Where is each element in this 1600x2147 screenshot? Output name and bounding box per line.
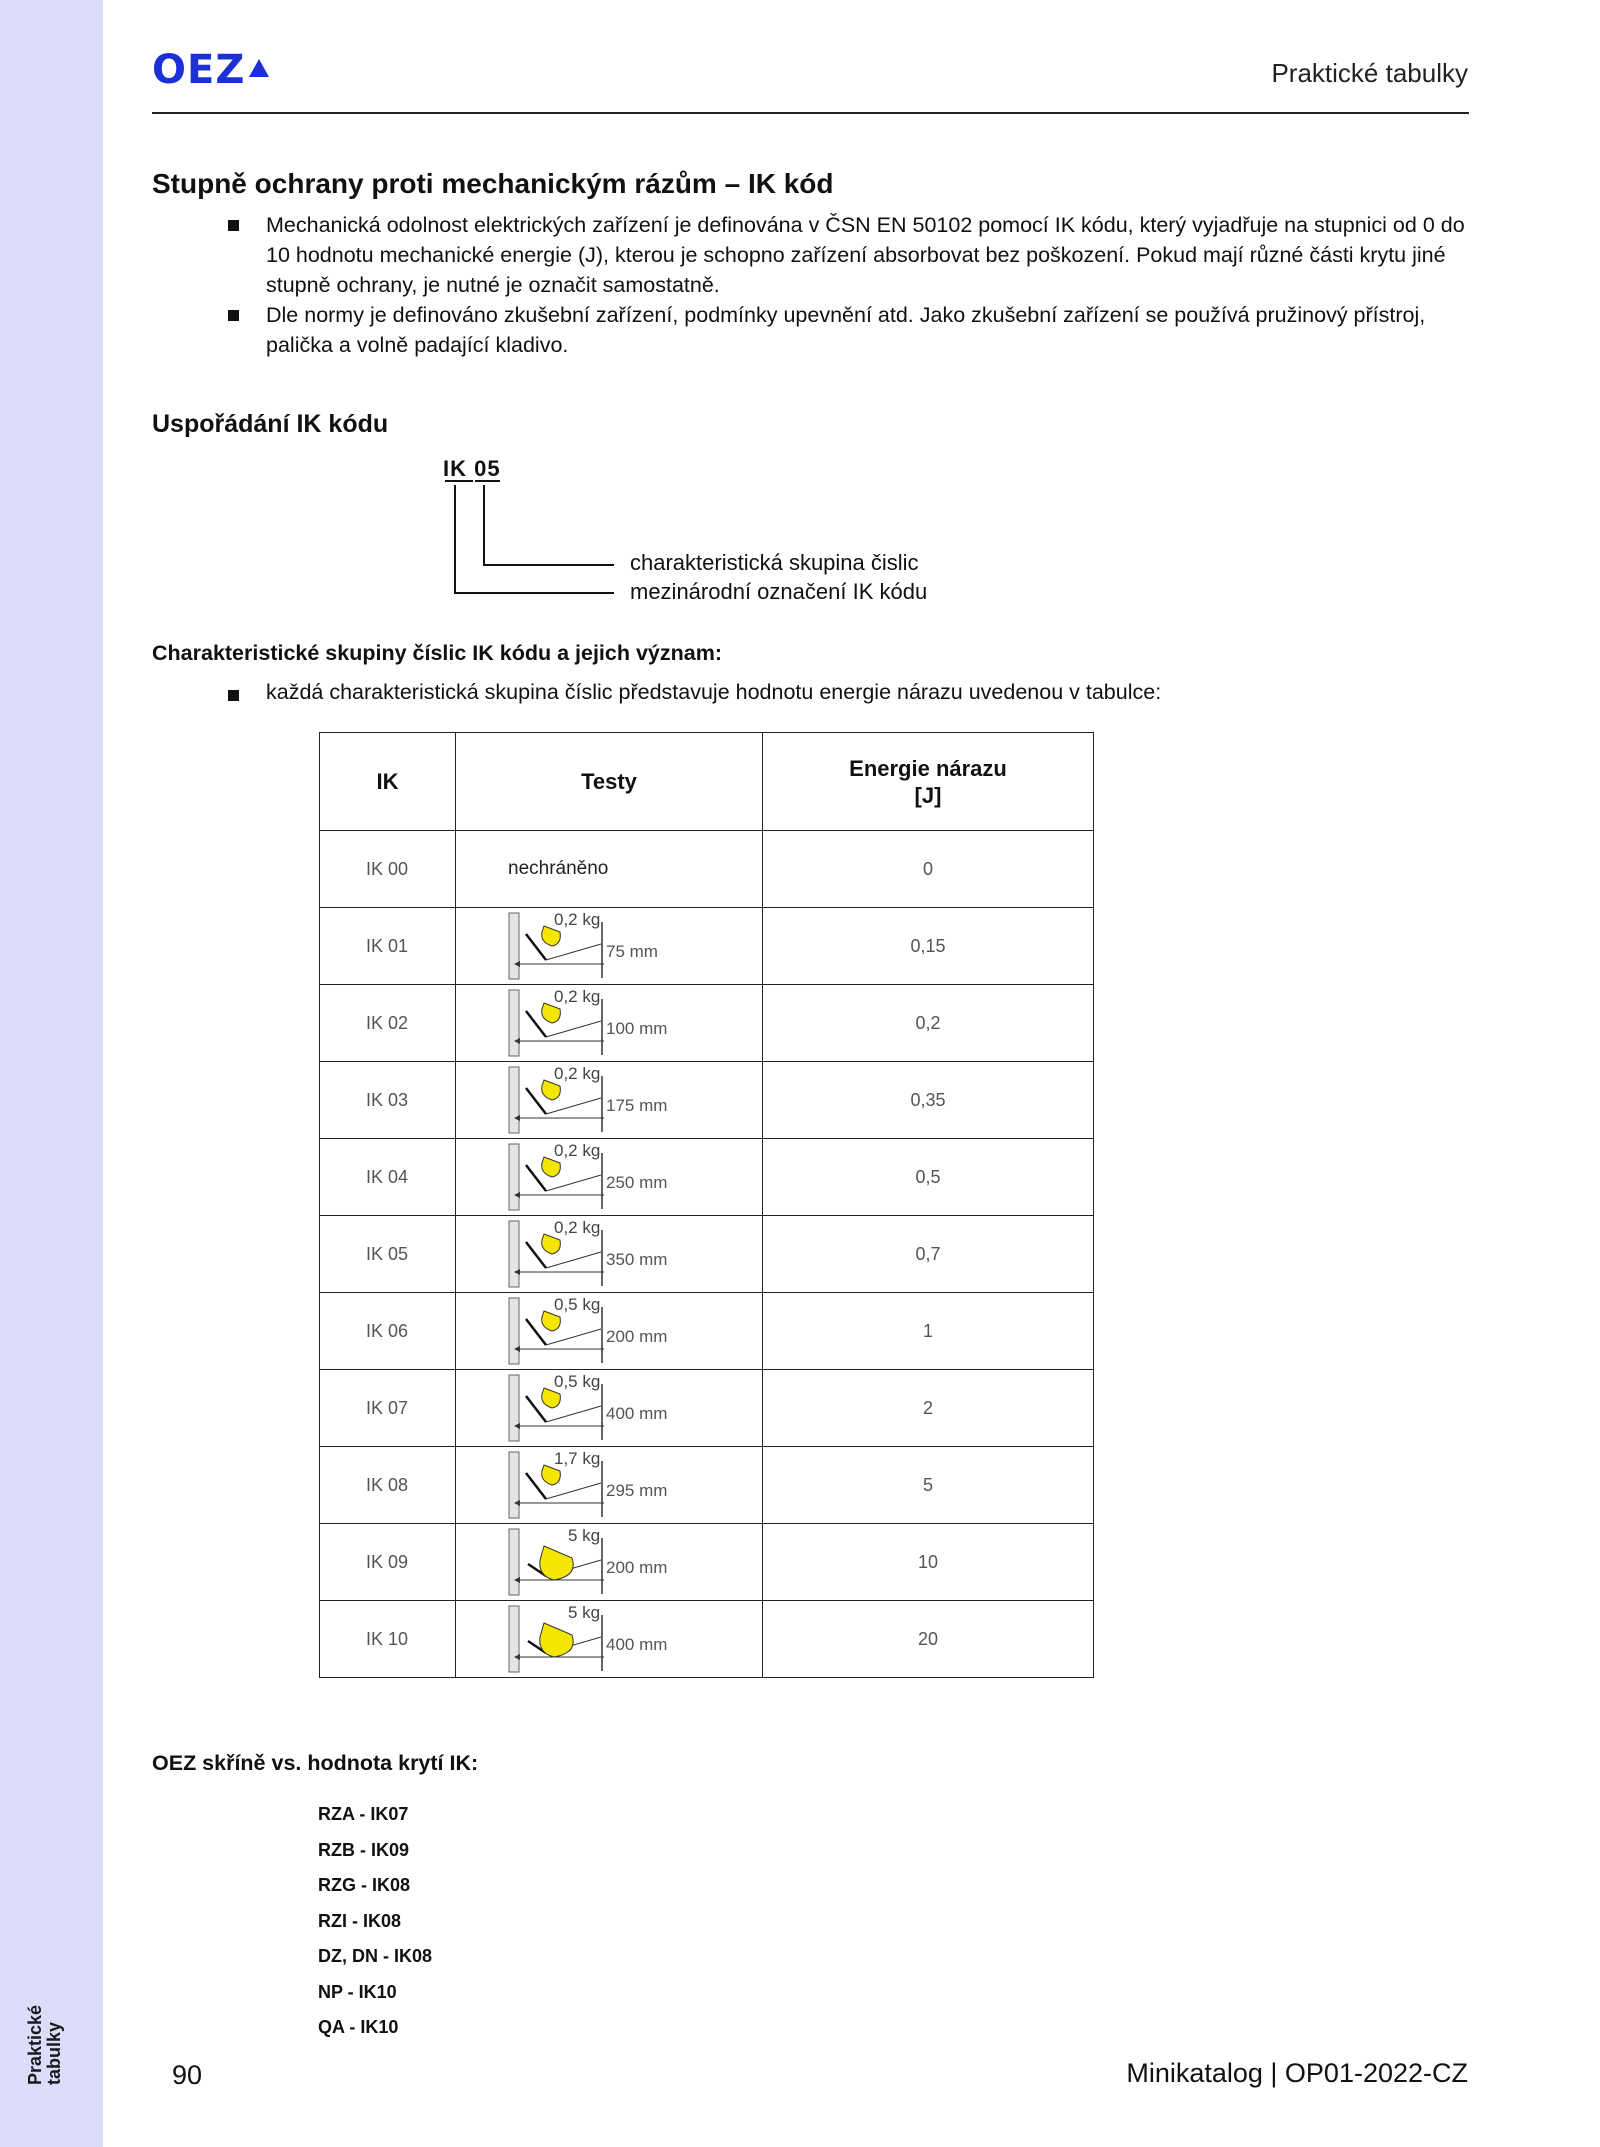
- hammer-head-icon: [542, 1003, 561, 1023]
- ik-table-header-row: [320, 733, 1094, 831]
- test-cell: [456, 1139, 763, 1216]
- impact-test-diagram-icon: [456, 1524, 761, 1600]
- test-cell: [456, 1524, 763, 1601]
- impact-test-diagram-icon: [456, 985, 761, 1061]
- ik-mark-description: mezinárodní označení IK kódu: [630, 579, 928, 604]
- hammer-mass-label: 5 kg: [568, 1526, 601, 1545]
- test-wall-icon: [509, 1298, 519, 1364]
- impact-energy-cell: 0,35: [763, 1062, 1094, 1139]
- oez-logo: [152, 48, 270, 92]
- intro-bullet-text: Mechanická odolnost elektrických zařízení je definována v ČSN EN 50102 pomocí IK kódu, který vyjadřuje na stupnici od 0 do 10 hodnotu mechanické energie (J), kterou je schopno zařízení absorbovat bez poškození. Pokud mají různé části krytu jiné stupně ochrany, je nutné je označit samostatně.: [266, 213, 1465, 297]
- impact-energy-cell: 10: [763, 1524, 1094, 1601]
- header-title: Praktické tabulky: [1271, 58, 1468, 88]
- ik-group-description: charakteristická skupina čislic: [630, 550, 919, 575]
- ik-code-cell: IK 07: [320, 1370, 456, 1447]
- header-rule: [152, 112, 1469, 114]
- hammer-head-icon: [542, 1388, 561, 1408]
- ik-code-cell: IK 10: [320, 1601, 456, 1678]
- ik-table: [319, 732, 1094, 1678]
- impact-test-diagram-icon: [456, 1293, 761, 1369]
- impact-energy-cell: 0,15: [763, 908, 1094, 985]
- hammer-head-icon: [540, 1623, 573, 1657]
- groups-bullet: [228, 680, 1161, 705]
- test-wall-icon: [509, 1144, 519, 1210]
- hammer-mass-label: 0,2 kg: [554, 1141, 601, 1160]
- drop-height-label: 100 mm: [606, 1019, 668, 1038]
- drop-height-label: 295 mm: [606, 1481, 668, 1500]
- impact-test-diagram-icon: [456, 1062, 761, 1138]
- section-title: Stupně ochrany proti mechanickým rázům – IK kód: [152, 168, 834, 199]
- impact-test-diagram-icon: [456, 1447, 761, 1523]
- test-wall-icon: [509, 1067, 519, 1133]
- side-band: [0, 0, 103, 2147]
- impact-energy-cell: 0: [763, 831, 1094, 908]
- test-cell: [456, 908, 763, 985]
- impact-energy-cell: 2: [763, 1370, 1094, 1447]
- impact-energy-cell: 20: [763, 1601, 1094, 1678]
- test-wall-icon: [509, 1529, 519, 1595]
- ik-code-cell: IK 01: [320, 908, 456, 985]
- test-cell: [456, 1216, 763, 1293]
- ik-code-example: IK 05: [443, 456, 501, 481]
- drop-height-label: 200 mm: [606, 1327, 668, 1346]
- hammer-mass-label: 0,2 kg: [554, 910, 601, 929]
- ik-code-cell: IK 03: [320, 1062, 456, 1139]
- hammer-mass-label: 1,7 kg: [554, 1449, 601, 1468]
- ik-code-cell: IK 04: [320, 1139, 456, 1216]
- ik-table-row: [320, 1293, 1094, 1370]
- cabinet-item: RZG - IK08: [318, 1875, 411, 1895]
- test-cell: [456, 1062, 763, 1139]
- ik-table-row: [320, 1062, 1094, 1139]
- header-tests: Testy: [456, 733, 763, 831]
- cabinet-item: RZB - IK09: [318, 1839, 410, 1860]
- drop-height-label: 175 mm: [606, 1096, 668, 1115]
- logo-triangle-icon: [248, 58, 270, 78]
- test-cell: [456, 831, 763, 908]
- header-energy: [763, 733, 1094, 831]
- hammer-head-icon: [542, 1465, 561, 1485]
- catalog-id: Minikatalog | OP01-2022-CZ: [1126, 2058, 1468, 2088]
- test-wall-icon: [509, 1606, 519, 1672]
- side-tab-line1: Praktické: [25, 2004, 45, 2085]
- ik-table-row: [320, 1601, 1094, 1678]
- test-cell: [456, 1293, 763, 1370]
- ik-table-row: [320, 1216, 1094, 1293]
- side-tab-line2: tabulky: [44, 2021, 64, 2085]
- ik-table-row: [320, 1370, 1094, 1447]
- header-energy-unit: [J]: [914, 782, 942, 808]
- drop-height-label: 400 mm: [606, 1635, 668, 1654]
- test-wall-icon: [509, 990, 519, 1056]
- cabinet-item: RZI - IK08: [318, 1910, 402, 1931]
- test-wall-icon: [509, 913, 519, 979]
- impact-energy-cell: 0,2: [763, 985, 1094, 1062]
- intro-bullet-text: Dle normy je definováno zkušební zařízení, podmínky upevnění atd. Jako zkušební zařízení se používá pružinový přístroj, palička a volně padající kladivo.: [266, 303, 1426, 357]
- ik-table-row: [320, 985, 1094, 1062]
- hammer-head-icon: [542, 1311, 561, 1331]
- hammer-head-icon: [542, 1080, 561, 1100]
- cabinet-item: NP - IK10: [318, 1981, 397, 2002]
- ik-code-cell: IK 06: [320, 1293, 456, 1370]
- groups-title: Charakteristické skupiny číslic IK kódu a jejich význam:: [152, 641, 722, 665]
- test-cell: [456, 1601, 763, 1678]
- test-wall-icon: [509, 1452, 519, 1518]
- ik-code-cell: IK 00: [320, 831, 456, 908]
- hammer-mass-label: 0,5 kg: [554, 1372, 601, 1391]
- ik-table-row: [320, 908, 1094, 985]
- ik-code-cell: IK 09: [320, 1524, 456, 1601]
- drop-height-label: 200 mm: [606, 1558, 668, 1577]
- hammer-mass-label: 0,2 kg: [554, 1218, 601, 1237]
- drop-height-label: 400 mm: [606, 1404, 668, 1423]
- impact-test-diagram-icon: [456, 1601, 761, 1677]
- hammer-head-icon: [542, 1157, 561, 1177]
- hammer-head-icon: [542, 926, 561, 946]
- impact-energy-cell: 1: [763, 1293, 1094, 1370]
- test-text: nechráněno: [508, 858, 609, 879]
- impact-test-diagram-icon: [456, 908, 761, 984]
- ik-table-row: [320, 1524, 1094, 1601]
- cabinet-item: QA - IK10: [318, 2017, 399, 2037]
- impact-test-diagram-icon: [456, 1370, 761, 1446]
- arrangement-title: Uspořádání IK kódu: [152, 410, 389, 438]
- hammer-mass-label: 0,2 kg: [554, 1064, 601, 1083]
- impact-energy-cell: 0,7: [763, 1216, 1094, 1293]
- intro-bullet-1: [228, 210, 1468, 300]
- ik-table-body: [320, 831, 1094, 1678]
- header-energy-line1: Energie nárazu: [849, 755, 1007, 781]
- logo-text: OEZ: [152, 47, 246, 93]
- test-cell: [456, 1370, 763, 1447]
- bullet-square-icon: [228, 310, 239, 321]
- test-cell: [456, 985, 763, 1062]
- cabinet-item: DZ, DN - IK08: [318, 1946, 433, 1966]
- drop-height-label: 75 mm: [606, 942, 658, 961]
- bullet-square-icon: [228, 220, 239, 231]
- ik-table-row: [320, 1139, 1094, 1216]
- drop-height-label: 250 mm: [606, 1173, 668, 1192]
- impact-test-diagram-icon: [456, 1216, 761, 1292]
- ik-code-cell: IK 08: [320, 1447, 456, 1524]
- hammer-head-icon: [540, 1546, 573, 1580]
- ik-code-cell: IK 02: [320, 985, 456, 1062]
- impact-energy-cell: 5: [763, 1447, 1094, 1524]
- impact-energy-cell: 0,5: [763, 1139, 1094, 1216]
- header-ik: IK: [320, 733, 456, 831]
- bullet-square-icon: [228, 690, 239, 701]
- ik-table-row: [320, 1447, 1094, 1524]
- test-wall-icon: [509, 1375, 519, 1441]
- hammer-mass-label: 5 kg: [568, 1603, 601, 1622]
- test-cell: [456, 1447, 763, 1524]
- hammer-mass-label: 0,2 kg: [554, 987, 601, 1006]
- page-number: 90: [172, 2060, 203, 2090]
- intro-bullets: [228, 210, 1468, 360]
- cabinets-title: OEZ skříně vs. hodnota krytí IK:: [152, 1751, 479, 1775]
- test-wall-icon: [509, 1221, 519, 1287]
- groups-bullet-text: každá charakteristická skupina číslic představuje hodnotu energie nárazu uvedenou v tabulce:: [266, 680, 1162, 704]
- side-tab-label: [26, 2005, 64, 2085]
- drop-height-label: 350 mm: [606, 1250, 668, 1269]
- ik-table-row: [320, 831, 1094, 908]
- hammer-head-icon: [542, 1234, 561, 1254]
- impact-test-diagram-icon: [456, 1139, 761, 1215]
- cabinet-list: [318, 1797, 432, 2046]
- cabinet-item: RZA - IK07: [318, 1804, 409, 1824]
- hammer-mass-label: 0,5 kg: [554, 1295, 601, 1314]
- ik-code-cell: IK 05: [320, 1216, 456, 1293]
- intro-bullet-2: [228, 300, 1468, 360]
